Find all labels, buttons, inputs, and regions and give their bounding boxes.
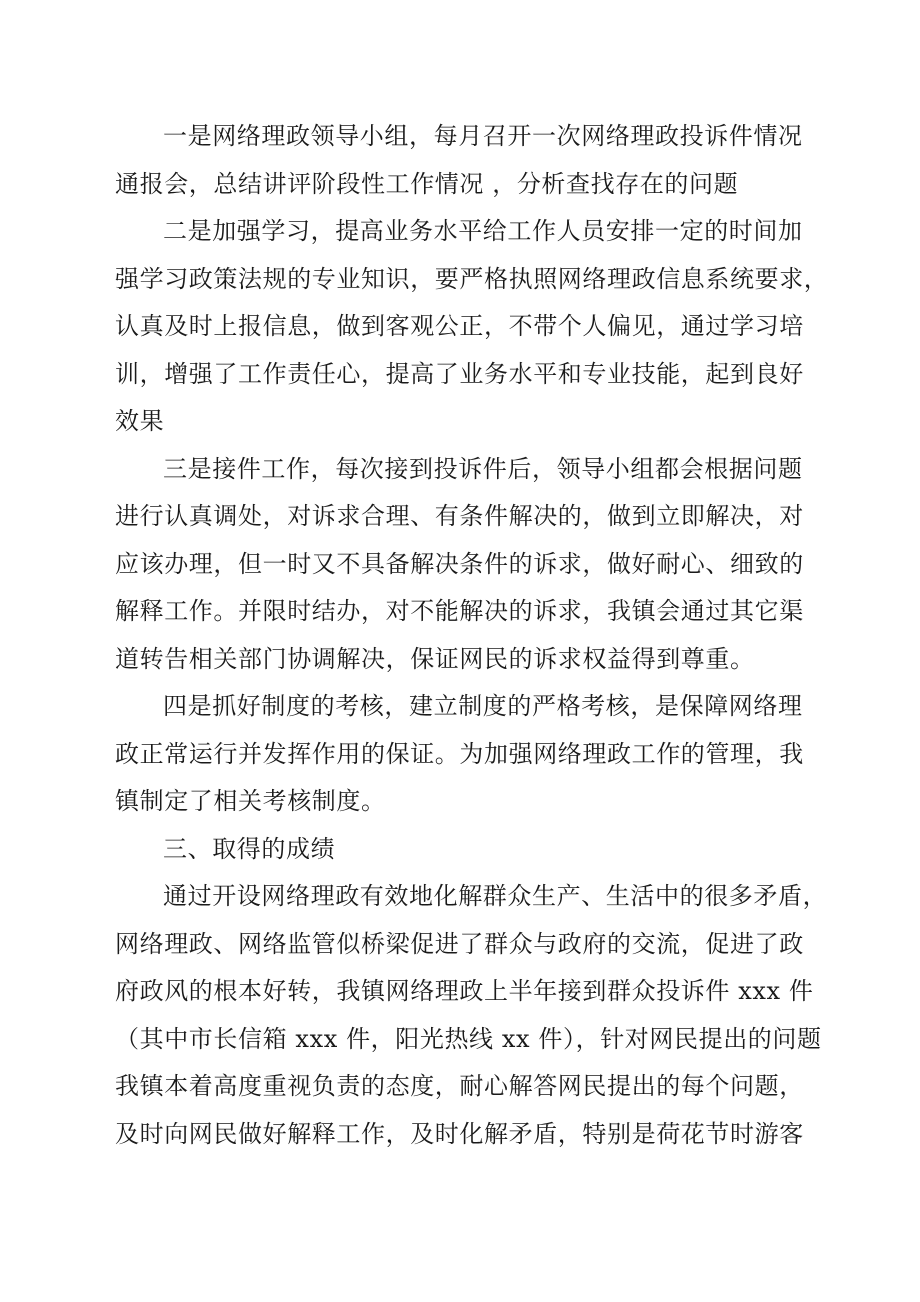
paragraph-item-one — [115, 113, 815, 208]
text-line: 及时向网民做好解释工作，及时化解矛盾，特别是荷花节时游客 — [115, 1119, 804, 1148]
paragraph-item-three — [115, 446, 815, 684]
text-line: 网络理政、网络监管似桥梁促进了群众与政府的交流，促进了政 — [115, 929, 804, 958]
text-line: 认真及时上报信息，做到客观公正，不带个人偏见，通过学习培 — [115, 312, 804, 340]
text-line: 效果 — [115, 407, 165, 435]
text-line: 通报会，总结讲评阶段性工作情况 ，分析查找存在的问题 — [115, 169, 739, 198]
text-line: 进行认真调处，对诉求合理、有条件解决的，做到立即解决，对 — [115, 502, 804, 530]
text-line: 二是加强学习，提高业务水平给工作人员安排一定的时间加 — [163, 217, 803, 245]
paragraph-achievements — [115, 873, 828, 1158]
text-line: 强学习政策法规的专业知识，要严格执照网络理政信息系统要求， — [115, 264, 829, 293]
section-heading-achievements — [115, 826, 815, 874]
text-line: 政正常运行并发挥作用的保证。为加强网络理政工作的管理，我 — [115, 739, 804, 768]
paragraph-item-two — [115, 208, 829, 446]
text-line: 道转告相关部门协调解决，保证网民的诉求权益得到尊重。 — [115, 644, 755, 673]
text-line: 一是网络理政领导小组，每月召开一次网络理政投诉件情况 — [163, 122, 803, 150]
text-line: 解释工作。并限时结办，对不能解决的诉求，我镇会通过其它渠 — [115, 597, 804, 625]
text-line: 镇制定了相关考核制度。 — [115, 787, 386, 815]
text-line: 应该办理，但一时又不具备解决条件的诉求，做好耐心、细致的 — [115, 549, 804, 578]
section-heading: 三、取得的成绩 — [163, 834, 336, 863]
text-line: 我镇本着高度重视负责的态度，耐心解答网民提出的每个问题， — [115, 1072, 804, 1100]
text-line: 府政风的根本好转，我镇网络理政上半年接到群众投诉件 xxx 件 — [115, 977, 814, 1005]
text-line: 通过开设网络理政有效地化解群众生产、生活中的很多矛盾， — [163, 882, 828, 910]
text-line: 训，增强了工作责任心，提高了业务水平和专业技能，起到良好 — [115, 359, 804, 388]
text-line: （其中市长信箱 xxx 件，阳光热线 xx 件），针对网民提出的问题 — [115, 1024, 822, 1053]
document-body — [115, 113, 829, 1158]
paragraph-item-four — [115, 683, 815, 826]
text-line: 四是抓好制度的考核，建立制度的严格考核，是保障网络理 — [163, 692, 803, 720]
text-line: 三是接件工作，每次接到投诉件后，领导小组都会根据问题 — [163, 454, 803, 483]
